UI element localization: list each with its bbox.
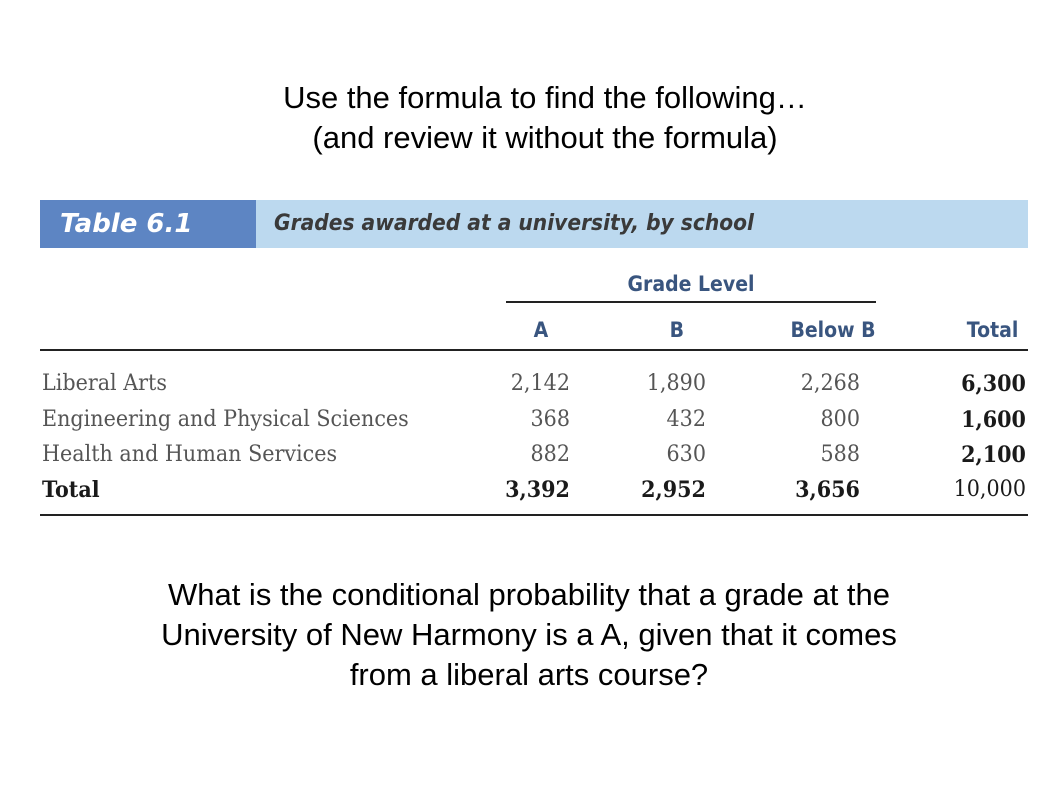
grade-level-header: Grade Level [627,272,755,296]
cell-b: 1,890 [646,371,706,396]
question-text [0,575,1058,695]
cell-total: 1,600 [961,407,1026,433]
row-label: Health and Human Services [42,442,338,467]
footer-rule [40,514,1028,516]
column-header-below-b: Below B [790,318,876,342]
table-row [40,403,1028,437]
question-line-1: What is the conditional probability that a grade at the [167,577,891,612]
table-row [40,438,1028,472]
cell-b: 2,952 [641,477,706,503]
cell-a: 2,142 [510,371,570,396]
cell-b: 630 [666,442,706,467]
cell-a: 882 [530,442,570,467]
cell-b: 432 [666,407,706,432]
cell-below-b: 2,268 [800,371,860,396]
cell-a: 368 [530,407,570,432]
cell-below-b: 800 [820,407,860,432]
table-row [40,367,1028,401]
heading-line-2: (and review it without the formula) [312,120,778,155]
header-rule [40,349,1028,351]
slide-heading [0,78,1058,158]
row-label: Liberal Arts [42,371,167,396]
cell-below-b: 3,656 [795,477,860,503]
grade-level-rule [506,301,876,303]
table-caption: Grades awarded at a university, by school [274,211,755,236]
row-label: Total [42,477,100,503]
cell-a: 3,392 [505,477,570,503]
question-line-2: University of New Harmony is a A, given that it comes [161,617,897,652]
table-label: Table 6.1 [40,200,256,248]
table-row-total [40,473,1028,507]
question-line-3: from a liberal arts course? [349,657,709,692]
cell-total: 2,100 [961,442,1026,468]
heading-line-1: Use the formula to find the following… [283,80,807,115]
table-banner [40,200,1028,248]
cell-below-b: 588 [820,442,860,467]
cell-total: 10,000 [953,477,1026,502]
column-header-a: A [533,318,548,342]
row-label: Engineering and Physical Sciences [42,407,409,432]
cell-total: 6,300 [961,371,1026,397]
column-header-total: Total [966,318,1018,342]
column-header-b: B [669,318,684,342]
